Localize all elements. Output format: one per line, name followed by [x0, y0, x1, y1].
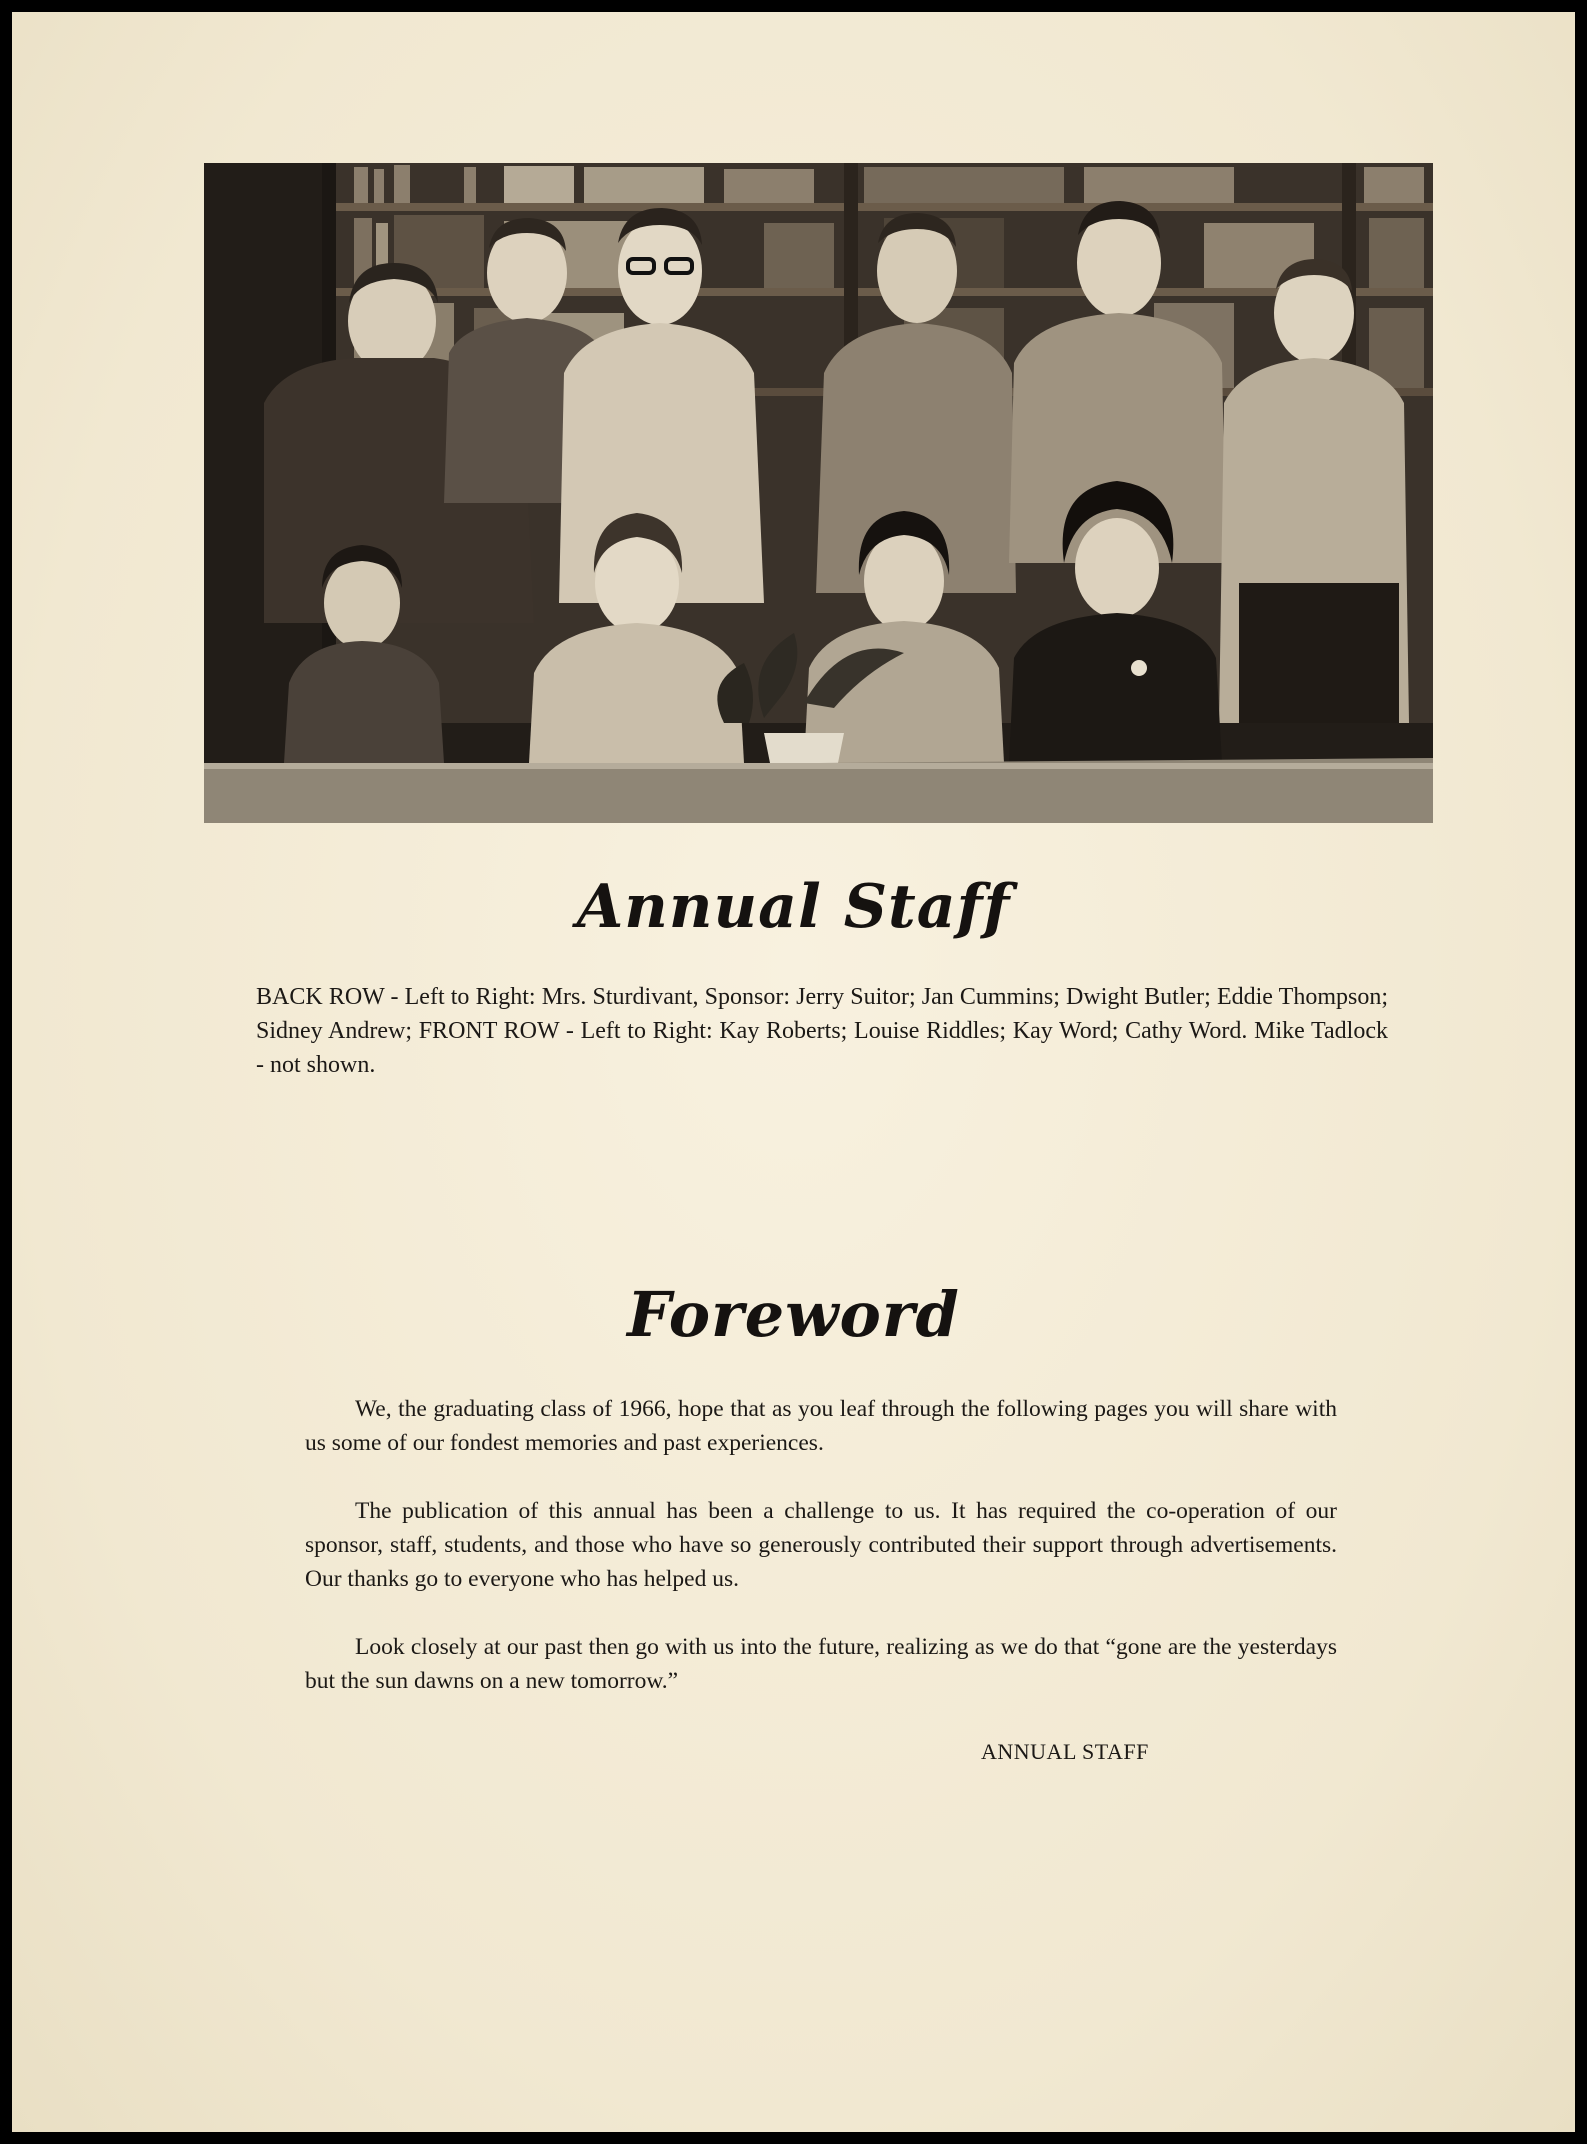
foreword-paragraph: Look closely at our past then go with us into the future, realizing as we do that “gone are the yesterdays but the sun dawns on a new tomorrow.” [305, 1634, 1337, 1694]
foreword-paragraph: We, the graduating class of 1966, hope that as you leaf through the following pages you will share with us some of our fondest memories and past experiences. [305, 1396, 1337, 1456]
group-photo-illustration [204, 163, 1433, 823]
foreword-body [305, 1392, 1337, 1732]
annual-staff-title: Annual Staff [576, 872, 1011, 942]
foreword-signature: ANNUAL STAFF [981, 1739, 1149, 1764]
foreword-title: Foreword [627, 1278, 960, 1351]
photo-caption: BACK ROW - Left to Right: Mrs. Sturdivant, Sponsor: Jerry Suitor; Jan Cummins; Dwight Butler; Eddie Thompson; Sidney Andrew; FRONT ROW - Left to Right: Kay Roberts; Louise Riddles; Kay Word; Cathy Word. Mike Tadlock - not shown. [256, 984, 1388, 1078]
group-photo [204, 163, 1433, 823]
foreword-paragraph: The publication of this annual has been a challenge to us. It has required the co-operation of our sponsor, staff, students, and those who have so generously contributed their support through advertisements. Our thanks go to everyone who has helped us. [305, 1498, 1337, 1592]
yearbook-page [12, 12, 1575, 2132]
